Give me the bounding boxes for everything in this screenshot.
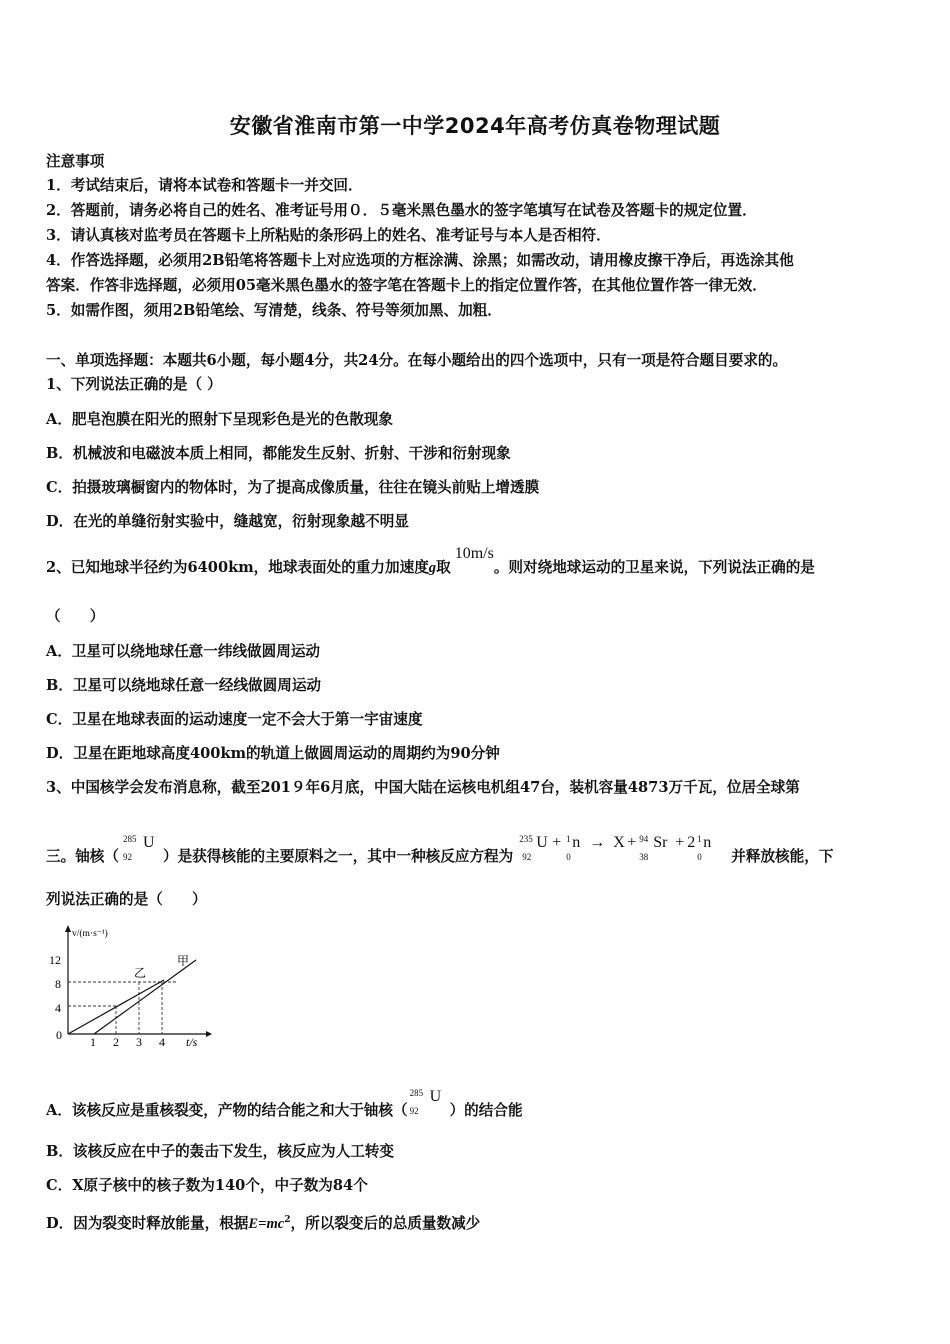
q2-option-a: A．卫星可以绕地球任意一纬线做圆周运动 [46,643,321,660]
q3-option-d [46,1210,480,1234]
question-1-stem: 1、下列说法正确的是（ ） [46,376,222,393]
mass-number: 285 [122,834,137,844]
q2-take: 取 [436,559,451,576]
element-symbol: U [429,1088,442,1105]
page-title: 安徽省淮南市第一中学2024年高考仿真卷物理试题 [229,114,721,138]
series-yi-label: 乙 [134,966,147,980]
atomic-number: 38 [639,852,649,862]
element-symbol: U [142,834,155,851]
notice-item: 1．考试结束后，请将本试卷和答题卡一并交回． [46,177,363,194]
x-tick-label: 2 [113,1035,119,1049]
atomic-number: 0 [566,852,571,862]
notice-item: 3．请认真核对监考员在答题卡上所粘贴的条形码上的姓名、准考证号与本人是否相符． [46,227,611,244]
element-symbol: U [536,834,548,851]
option-text: D．因为裂变时释放能量，根据 [46,1214,249,1232]
element-symbol: n [703,834,712,851]
mass-number: 1 [697,834,702,844]
notice-item: 5．如需作图，须用2B铅笔绘、写清楚，线条、符号等须加黑、加粗． [46,302,502,319]
reaction-equation [519,834,731,862]
q1-option-b: B．机械波和电磁波本质上相同，都能发生反射、折射、干涉和衍射现象 [46,445,511,462]
x-axis-arrow [206,1031,212,1037]
question-3-line2 [46,834,834,867]
notice-item: 2．答题前，请务必将自己的姓名、准考证号用０．５毫米黑色墨水的签字笔填写在试卷及答题卡的规定位置． [46,202,757,219]
q2-answer-paren: （ ） [46,608,105,625]
x-tick-label: 4 [159,1035,165,1049]
y-tick-label: 8 [55,977,61,991]
q2-option-d: D．卫星在距地球高度400km的轨道上做圆周运动的周期约为90分钟 [46,745,500,762]
q1-option-d: D．在光的单缝衍射实验中，缝越宽，衍射现象越不明显 [46,513,409,530]
g-value: 10m/s [454,545,494,562]
q3-option-a [46,1088,523,1121]
q3-option-b: B．该核反应在中子的轰击下发生，核反应为人工转变 [46,1143,394,1160]
q1-option-c: C．拍摄玻璃橱窗内的物体时，为了提高成像质量，往往在镜头前贴上增透膜 [46,479,540,496]
y-axis-label: v/(m·s⁻¹) [72,929,108,939]
element-symbol: n [572,834,581,851]
plus-sign: + [627,834,637,851]
mass-number: 285 [409,1088,424,1098]
element-symbol: X [613,834,625,851]
y-tick-label: 4 [55,1001,61,1015]
velocity-time-graph [46,922,216,1052]
nuclide-u285 [122,834,163,862]
option-text: ，所以裂变后的总质量数减少 [290,1214,481,1232]
q3-text: 并释放核能，下 [731,848,834,865]
notice-item: 4．作答选择题，必须用2B铅笔将答题卡上对应选项的方框涂满、涂黑；如需改动，请用橡皮擦干净后，再选涂其他 [46,252,794,269]
option-text: ）的结合能 [449,1102,523,1119]
element-symbol: Sr [653,834,668,851]
plus-sign: + [552,834,562,851]
series-yi-line [68,980,164,1034]
atomic-number: 92 [122,852,132,862]
x-tick-label: 1 [90,1035,96,1049]
atomic-number: 92 [409,1106,419,1116]
atomic-number: 92 [522,852,532,862]
arrow: → [589,834,606,851]
coefficient: 2 [687,834,696,851]
q3-option-c: C．X原子核中的核子数为140个，中子数为84个 [46,1177,368,1194]
q2-stem-part: 。则对绕地球运动的卫星来说，下列说法正确的是 [493,559,815,576]
formula-exponent: 2 [284,1215,291,1225]
x-axis-label: t/s [186,1035,198,1049]
atomic-number: 0 [697,852,702,862]
y-axis-arrow [65,925,71,932]
question-3-line3: 列说法正确的是（ ） [46,891,207,908]
section-heading: 一、单项选择题：本题共6小题，每小题4分，共24分。在每小题给出的四个选项中，只有一项是符合题目要求的。 [46,352,788,369]
formula: E=mc [248,1215,285,1232]
notice-heading: 注意事项 [46,153,105,170]
question-3-line1: 3、中国核学会发布消息称，截至201９年6月底，中国大陆在运核电机组47台，装机容量4873万千瓦，位居全球第 [46,779,800,796]
q2-stem-part: 2、已知地球半径约为6400km，地球表面处的重力加速度 [46,559,429,576]
q1-option-a: A．肥皂泡膜在阳光的照射下呈现彩色是光的色散现象 [46,411,393,428]
series-jia-label: 甲 [177,954,190,968]
mass-number: 94 [639,834,649,844]
notice-item: 答案．作答非选择题，必须用05毫米黑色墨水的签字笔在答题卡上的指定位置作答，在其他位置作答一律无效． [46,277,767,294]
g-symbol: g [428,560,437,576]
q3-text: ）是获得核能的主要原料之一，其中一种核反应方程为 [162,848,514,865]
origin-label: 0 [56,1028,62,1042]
x-tick-label: 3 [136,1035,142,1049]
y-tick-label: 12 [49,953,61,967]
q2-option-c: C．卫星在地球表面的运动速度一定不会大于第一宇宙速度 [46,711,423,728]
question-2-stem [46,545,815,578]
mass-number: 235 [519,834,533,844]
q2-option-b: B．卫星可以绕地球任意一经线做圆周运动 [46,677,322,694]
plus-sign: + [675,834,685,851]
nuclide-u285 [409,1088,450,1116]
q3-text: 三。铀核（ [46,848,119,865]
mass-number: 1 [566,834,571,844]
option-text: A．该核反应是重核裂变，产物的结合能之和大于铀核（ [46,1102,408,1119]
